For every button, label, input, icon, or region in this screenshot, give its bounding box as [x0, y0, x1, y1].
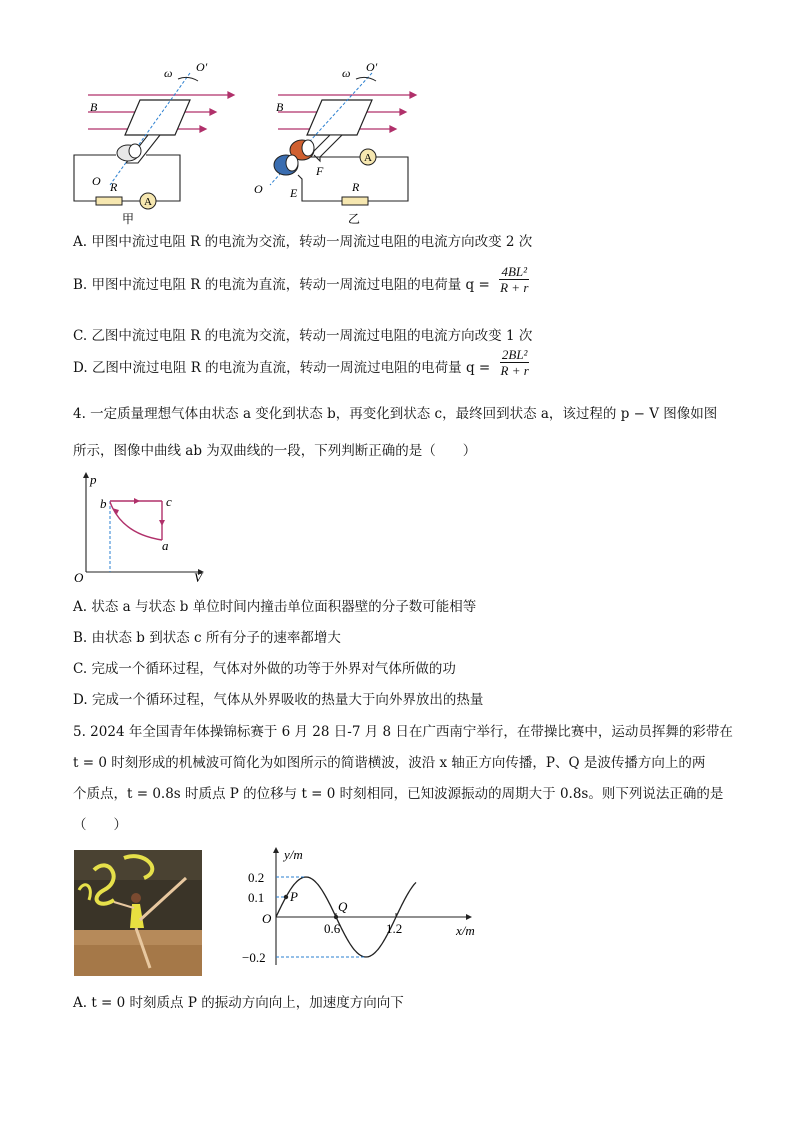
- q3-option-d: [73, 347, 531, 378]
- q5-option-a: [73, 994, 404, 1012]
- omega-label: ω: [342, 66, 351, 80]
- brush-e-label: E: [290, 186, 298, 200]
- fraction-numerator: 4BL²: [501, 264, 528, 279]
- option-text: 乙图中流过电阻 R 的电流为交流，转动一周流过电阻的电流方向改变 1 次: [91, 328, 533, 344]
- option-text: 乙图中流过电阻 R 的电流为直流，转动一周流过电阻的电荷量 q =: [91, 360, 491, 376]
- option-letter: D.: [73, 692, 88, 708]
- x-tick-0-6: 0.6: [324, 921, 341, 936]
- q4-stem-line2: 所示，图像中曲线 ab 为双曲线的一段，下列判断正确的是（ ）: [73, 443, 477, 459]
- x-axis-label: x/m: [456, 923, 475, 938]
- q4-option-a: [73, 598, 476, 616]
- q4-stem-line1: 4. 一定质量理想气体由状态 a 变化到状态 b，再变化到状态 c，最终回到状态 a，该过程的 p − V 图像如图: [73, 406, 718, 422]
- fraction-denominator: R + r: [500, 280, 529, 295]
- resistor-label: R: [110, 180, 118, 194]
- generator-figure-jia: [60, 55, 250, 230]
- option-letter: A.: [73, 995, 88, 1011]
- caption-jia: 甲: [122, 212, 135, 226]
- x-tick-1-2: 1.2: [386, 921, 403, 936]
- point-p: [284, 895, 288, 899]
- axis-bottom-label: O: [254, 182, 263, 196]
- option-text: 甲图中流过电阻 R 的电流为交流，转动一周流过电阻的电流方向改变 2 次: [91, 234, 533, 250]
- q5-stem-line3: 个质点，t = 0.8s 时质点 P 的位移与 t = 0 时刻相同，已知波源振动的周期大于 0.8s。则下列说法正确的是: [73, 786, 724, 802]
- state-a-label: a: [162, 538, 169, 553]
- option-letter: D.: [73, 360, 88, 376]
- fraction-denominator: R + r: [500, 363, 529, 378]
- v-axis-label: V: [194, 570, 202, 585]
- y-tick-0-2: 0.2: [248, 870, 265, 885]
- y-axis-label: y/m: [284, 847, 303, 862]
- q4-option-c: [73, 660, 456, 678]
- p-axis-label: p: [90, 472, 97, 487]
- field-label: B: [276, 100, 284, 114]
- option-letter: C.: [73, 661, 88, 677]
- origin-label: O: [74, 570, 84, 585]
- option-letter: A.: [73, 599, 88, 615]
- q3-option-b: [73, 264, 530, 295]
- y-axis-arrow: [273, 847, 279, 853]
- option-letter: B.: [73, 630, 88, 646]
- option-text: 甲图中流过电阻 R 的电流为直流，转动一周流过电阻的电荷量 q =: [91, 277, 490, 293]
- option-letter: B.: [73, 277, 88, 293]
- q4-option-d: [73, 691, 483, 709]
- fraction-numerator: 2BL²: [501, 347, 528, 362]
- caption-yi: 乙: [348, 212, 361, 226]
- axis-top-label: O′: [196, 60, 208, 74]
- generator-figure-yi: [250, 55, 440, 230]
- state-b-label: b: [100, 496, 107, 511]
- option-text: 状态 a 与状态 b 单位时间内撞击单位面积器壁的分子数可能相等: [91, 599, 477, 615]
- y-tick-0-1: 0.1: [248, 890, 265, 905]
- x-axis-arrow: [466, 914, 472, 920]
- ammeter-label: A: [364, 152, 372, 164]
- q-label: Q: [338, 899, 348, 914]
- q5-stem-line2: t = 0 时刻形成的机械波可简化为如图所示的简谐横波，波沿 x 轴正方向传播，P、Q 是波传播方向上的两: [73, 755, 706, 771]
- charge-fraction: [499, 347, 531, 378]
- q4-option-b: [73, 629, 341, 647]
- wave-graph: [236, 845, 486, 970]
- q5-stem-line1: 5. 2024 年全国青年体操锦标赛于 6 月 28 日-7 月 8 日在广西南宁举行，在带操比赛中，运动员挥舞的彩带在: [73, 724, 733, 740]
- q5-stem-line4: （ ）: [73, 817, 127, 833]
- option-letter: C.: [73, 328, 88, 344]
- resistor-label: R: [352, 180, 360, 194]
- option-text: 完成一个循环过程，气体从外界吸收的热量大于向外界放出的热量: [91, 692, 484, 708]
- brush-f-label: F: [316, 164, 324, 178]
- field-label: B: [90, 100, 98, 114]
- state-c-label: c: [166, 494, 172, 509]
- option-text: t = 0 时刻质点 P 的振动方向向上，加速度方向向下: [91, 995, 404, 1011]
- pv-diagram: [70, 472, 210, 584]
- p-label: P: [290, 889, 298, 904]
- option-text: 由状态 b 到状态 c 所有分子的速率都增大: [91, 630, 341, 646]
- q3-option-c: [73, 327, 532, 345]
- charge-fraction: [498, 264, 530, 295]
- q3-option-a: [73, 233, 532, 251]
- ammeter-label: A: [144, 196, 152, 208]
- omega-label: ω: [164, 66, 173, 80]
- axis-top-label: O′: [366, 60, 378, 74]
- option-letter: A.: [73, 234, 88, 250]
- y-tick-neg-0-2: −0.2: [242, 950, 266, 965]
- option-text: 完成一个循环过程，气体对外做的功等于外界对气体所做的功: [91, 661, 456, 677]
- axis-bottom-label: O: [92, 174, 101, 188]
- origin-label: O: [262, 911, 272, 926]
- gymnast-photo: [74, 850, 202, 976]
